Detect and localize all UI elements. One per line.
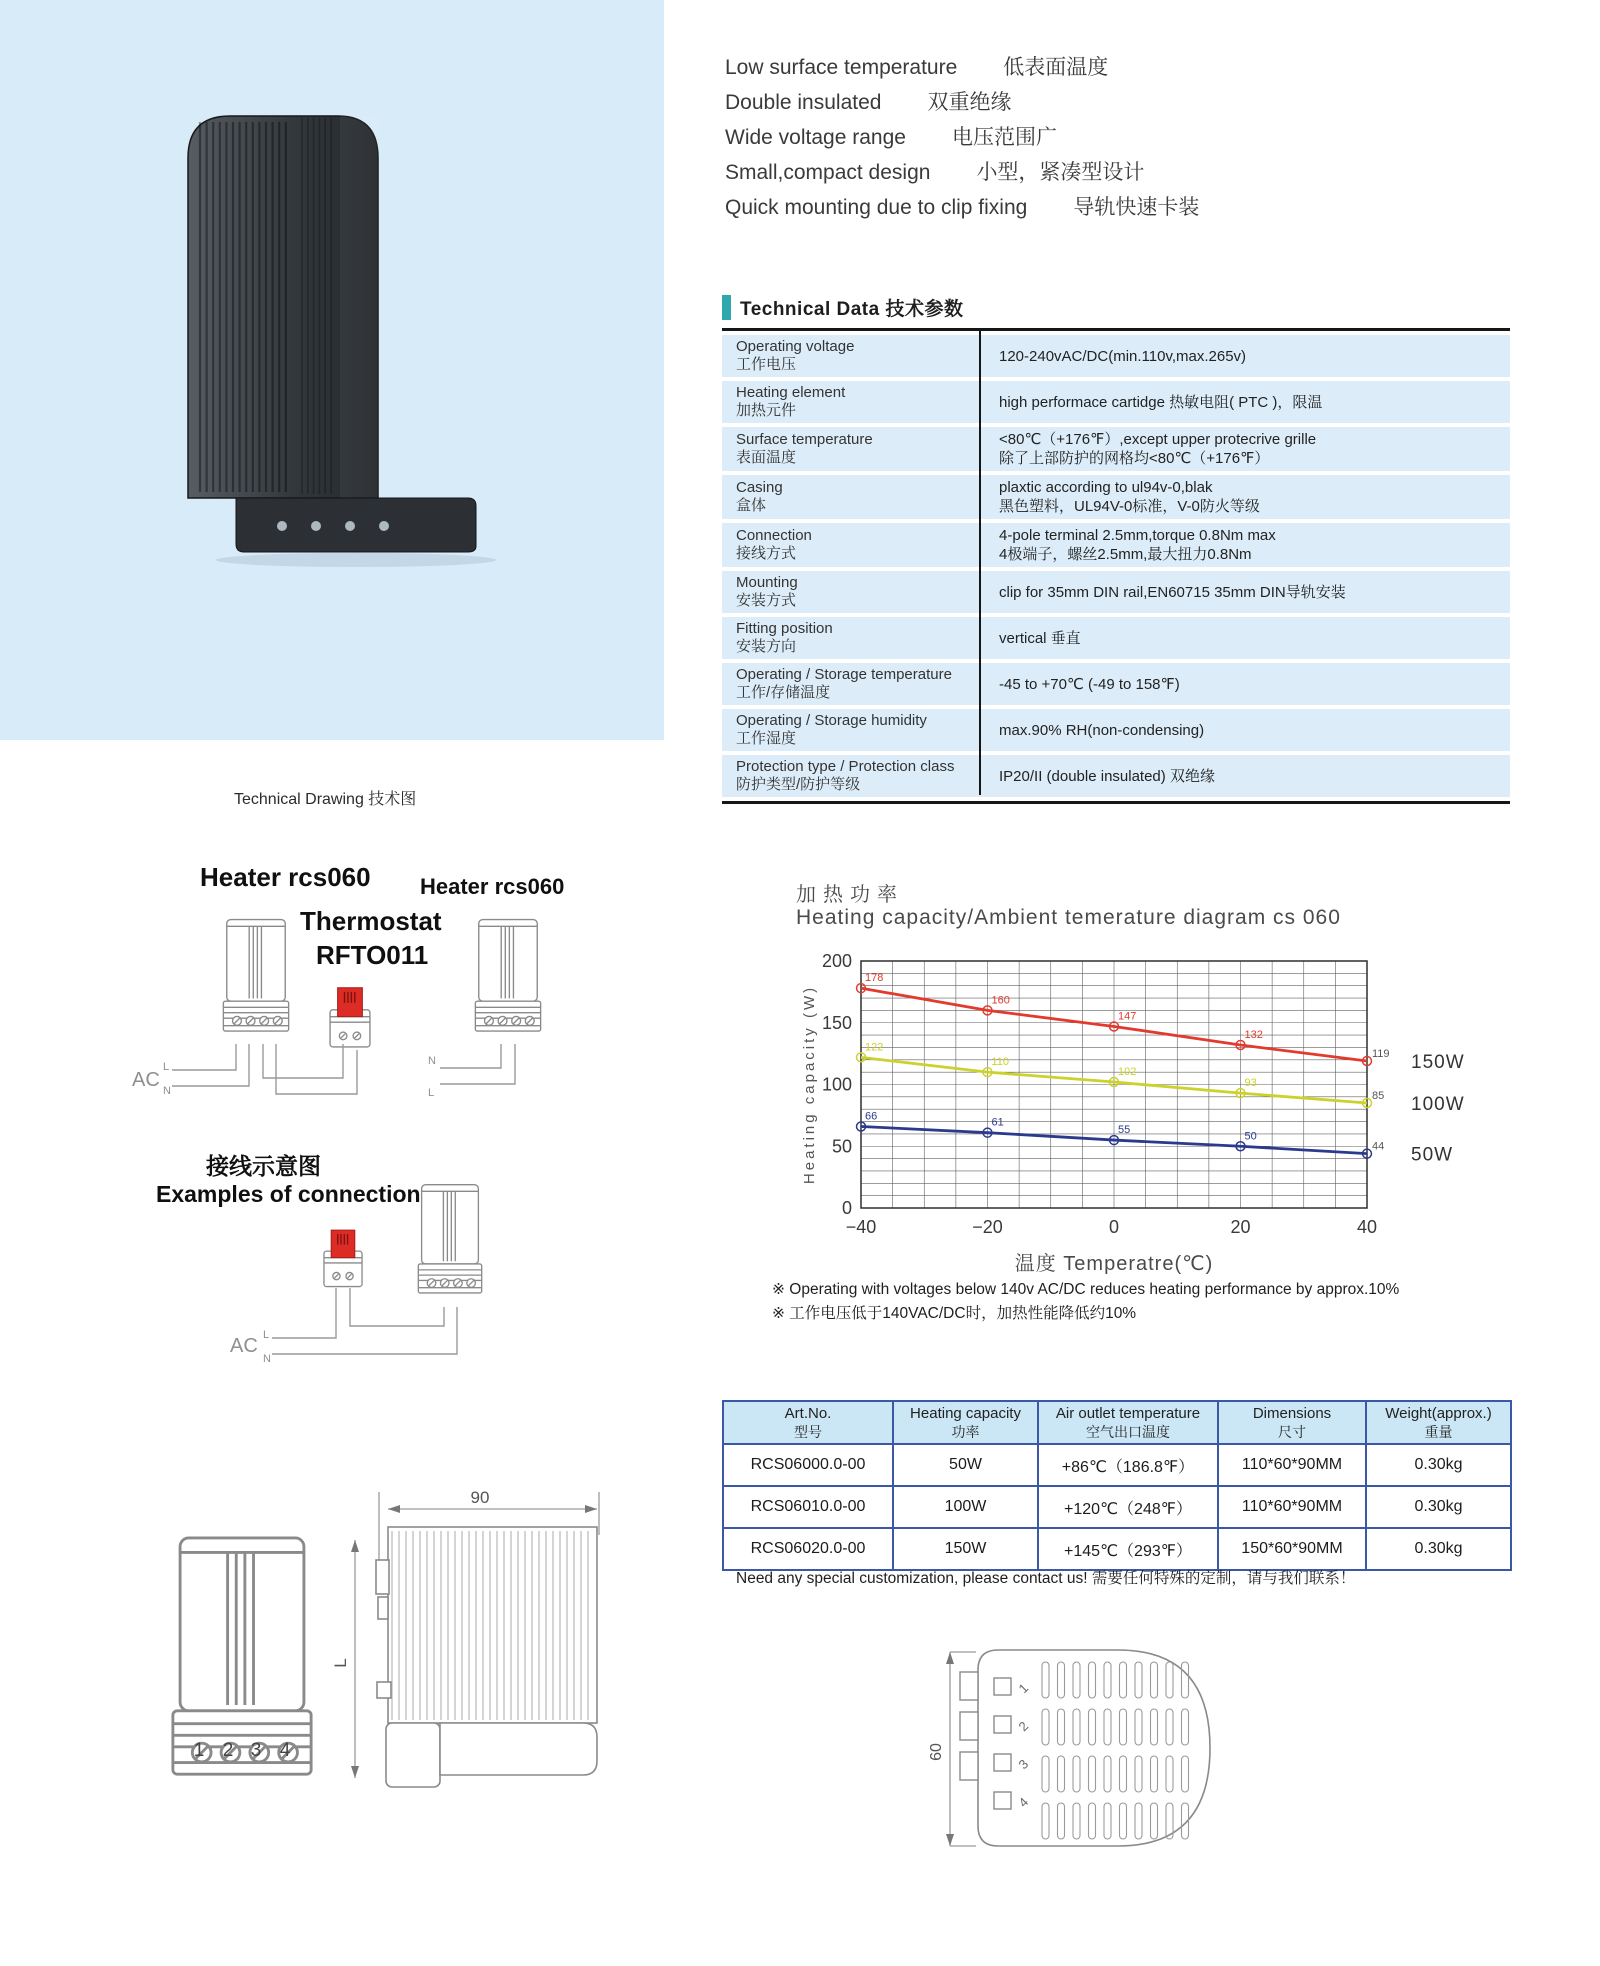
heater-symbol-b	[475, 920, 540, 1032]
svg-text:20: 20	[1230, 1217, 1251, 1237]
order-table-header	[723, 1401, 1511, 1444]
technical-data-row	[722, 617, 1510, 659]
order-cell: 110*60*90MM	[1218, 1486, 1366, 1528]
parameter-cell	[722, 524, 979, 566]
feature-en: Double insulated	[725, 91, 882, 114]
order-table	[722, 1400, 1512, 1571]
thermostat-symbol-a	[330, 988, 370, 1047]
svg-text:0: 0	[841, 1198, 852, 1218]
parameter-line: 防护类型/防护等级	[736, 776, 861, 793]
series-50W	[857, 1110, 1385, 1158]
parameter-line: Heating element	[736, 384, 846, 401]
order-cell: +145℃（293℉）	[1038, 1528, 1218, 1570]
parameter-line: Surface temperature	[736, 431, 873, 448]
svg-text:2: 2	[1015, 1718, 1032, 1735]
legend-150W: 150W	[1411, 1052, 1465, 1074]
technical-data-header	[722, 294, 1510, 324]
parameter-line: 工作电压	[736, 356, 797, 373]
value-line: 4-pole terminal 2.5mm,torque 0.8Nm max	[999, 527, 1276, 544]
order-cell: 110*60*90MM	[1218, 1444, 1366, 1486]
feature-zh: 导轨快速卡装	[1073, 196, 1200, 219]
feature-zh: 电压范围广	[951, 126, 1057, 149]
svg-text:160: 160	[991, 994, 1010, 1007]
parameter-line: 工作湿度	[736, 730, 797, 747]
feature-en: Low surface temperature	[725, 56, 958, 79]
heater-side-face	[340, 116, 378, 498]
feature-item	[725, 50, 1485, 85]
feature-en: Small,compact design	[725, 161, 931, 184]
table-divider	[979, 331, 981, 795]
value-cell	[979, 390, 1510, 415]
parameter-line: Operating / Storage humidity	[736, 712, 927, 729]
technical-data-row	[722, 571, 1510, 613]
accent-bar	[722, 295, 731, 320]
svg-text:100: 100	[821, 1074, 852, 1095]
header-en: Art.No.	[784, 1405, 832, 1422]
technical-data-row	[722, 709, 1510, 751]
technical-data-row	[722, 427, 1510, 471]
feature-zh: 双重绝缘	[927, 91, 1012, 114]
svg-text:−40: −40	[845, 1217, 877, 1237]
order-table-row	[723, 1444, 1511, 1486]
x-tick-labels	[846, 1217, 1377, 1237]
order-header-cell	[1218, 1401, 1366, 1444]
legend-100W: 100W	[1411, 1094, 1465, 1116]
svg-text:55: 55	[1118, 1124, 1131, 1137]
parameter-line: Connection	[736, 527, 812, 544]
y-axis-title: Heating capacity (W)	[801, 984, 818, 1185]
feature-item	[725, 85, 1485, 120]
technical-data-row	[722, 523, 1510, 567]
line-n-label-b: N	[428, 1055, 436, 1067]
order-table-body	[723, 1444, 1511, 1570]
svg-text:2: 2	[222, 1740, 234, 1761]
side-view-body	[376, 1527, 597, 1787]
value-cell	[979, 626, 1510, 651]
value-cell	[979, 475, 1510, 519]
svg-text:4: 4	[279, 1740, 291, 1761]
order-cell: RCS06010.0-00	[723, 1486, 893, 1528]
line-l-label-c: L	[263, 1329, 270, 1341]
heater-symbol-a	[223, 920, 288, 1032]
heater-symbol-c	[418, 1185, 481, 1293]
value-line: high performace cartidge 热敏电阻( PTC )，限温	[999, 393, 1323, 411]
value-line: -45 to +70℃ (-49 to 158℉)	[999, 675, 1180, 693]
feature-item	[725, 155, 1485, 190]
chart-notes	[772, 1278, 1399, 1326]
technical-data-row	[722, 381, 1510, 423]
parameter-line: 工作/存储温度	[736, 684, 831, 701]
line-l-label-a: L	[163, 1061, 170, 1073]
heater-base	[236, 498, 476, 552]
order-cell: RCS06020.0-00	[723, 1528, 893, 1570]
parameter-cell	[722, 617, 979, 659]
value-line: plaxtic according to ul94v-0,blak	[999, 479, 1213, 496]
value-line: clip for 35mm DIN rail,EN60715 35mm DIN导轨安装	[999, 583, 1346, 601]
order-cell: 150*60*90MM	[1218, 1528, 1366, 1570]
order-header-cell	[1366, 1401, 1511, 1444]
order-table-row	[723, 1486, 1511, 1528]
technical-data-row	[722, 475, 1510, 519]
svg-text:110: 110	[991, 1056, 1010, 1069]
value-line: 除了上部防护的网格均<80℃（+176℉）	[999, 450, 1270, 467]
svg-text:4: 4	[1015, 1794, 1032, 1811]
svg-text:119: 119	[1372, 1048, 1390, 1061]
parameter-line: 盒体	[736, 497, 767, 514]
technical-data-row	[722, 335, 1510, 377]
legend-50W: 50W	[1411, 1144, 1454, 1166]
parameter-line: 加热元件	[736, 402, 797, 419]
product-photo	[170, 100, 500, 570]
feature-item	[725, 190, 1485, 225]
parameter-line: 安装方向	[736, 638, 797, 655]
feature-en: Quick mounting due to clip fixing	[725, 196, 1028, 219]
value-cell	[979, 523, 1510, 567]
value-cell	[979, 427, 1510, 471]
dim-length-label: L	[331, 1658, 350, 1668]
header-en: Dimensions	[1252, 1405, 1332, 1422]
svg-text:178: 178	[865, 972, 884, 985]
svg-text:−20: −20	[972, 1217, 1003, 1237]
dim-width-label: 90	[470, 1488, 490, 1507]
parameter-line: Operating voltage	[736, 338, 855, 355]
parameter-cell	[722, 709, 979, 751]
technical-data-table	[722, 328, 1510, 804]
order-table-row	[723, 1528, 1511, 1570]
svg-text:132: 132	[1244, 1028, 1263, 1041]
header-zh: 重量	[1424, 1424, 1453, 1440]
svg-text:66: 66	[865, 1110, 878, 1123]
svg-text:44: 44	[1372, 1140, 1385, 1153]
parameter-cell	[722, 428, 979, 470]
parameter-line: Mounting	[736, 574, 798, 591]
chart-note: ※ Operating with voltages below 140v AC/DC reduces heating performance by approx.10%	[772, 1281, 1400, 1298]
line-l-label-b: L	[428, 1087, 435, 1099]
parameter-line: 表面温度	[736, 449, 797, 466]
order-cell: RCS06000.0-00	[723, 1444, 893, 1486]
technical-drawing-label: Technical Drawing 技术图	[234, 791, 417, 808]
parameter-cell	[722, 476, 979, 518]
svg-text:1: 1	[193, 1740, 205, 1761]
feature-zh: 小型，紧凑型设计	[976, 161, 1145, 184]
y-tick-labels	[822, 951, 852, 1218]
order-cell: 0.30kg	[1366, 1444, 1511, 1486]
technical-data-row	[722, 663, 1510, 705]
chart-title-en: Heating capacity/Ambient temerature diagram cs 060	[796, 906, 1341, 929]
value-line: max.90% RH(non-condensing)	[999, 721, 1205, 739]
ac-label-2: AC	[230, 1335, 258, 1357]
header-zh: 尺寸	[1278, 1424, 1306, 1440]
parameter-line: Casing	[736, 479, 783, 496]
order-cell: 0.30kg	[1366, 1528, 1511, 1570]
feature-en: Wide voltage range	[725, 126, 906, 149]
value-line: IP20/II (double insulated) 双绝缘	[999, 767, 1215, 785]
header-en: Heating capacity	[910, 1405, 1021, 1422]
dimension-drawings	[130, 1480, 640, 1910]
order-header-cell	[723, 1401, 893, 1444]
order-cell: 100W	[893, 1486, 1038, 1528]
parameter-line: Protection type / Protection class	[736, 758, 955, 775]
parameter-line: Fitting position	[736, 620, 833, 637]
svg-text:147: 147	[1118, 1010, 1137, 1023]
thermostat-model: RFTO011	[316, 940, 429, 970]
header-en: Air outlet temperature	[1055, 1405, 1201, 1422]
value-cell	[979, 718, 1510, 743]
parameter-line: 接线方式	[736, 545, 797, 562]
svg-text:3: 3	[250, 1740, 262, 1761]
ac-label: AC	[132, 1069, 160, 1091]
front-view	[173, 1538, 311, 1774]
svg-text:40: 40	[1356, 1217, 1378, 1237]
wiring-lines-b	[440, 1044, 515, 1084]
chart-grid	[861, 961, 1367, 1208]
value-line: 黑色塑料，UL94V-0标准，V-0防火等级	[999, 498, 1260, 515]
top-view-body	[978, 1650, 1210, 1846]
order-cell: +86℃（186.8℉）	[1038, 1444, 1218, 1486]
order-cell: +120℃（248℉）	[1038, 1486, 1218, 1528]
line-n-label-a: N	[163, 1085, 171, 1097]
svg-text:150: 150	[821, 1012, 852, 1033]
parameter-cell	[722, 571, 979, 613]
svg-text:50: 50	[831, 1136, 852, 1157]
technical-data-title: Technical Data 技术参数	[740, 299, 964, 320]
customization-note: Need any special customization, please contact us! 需要任何特殊的定制，请与我们联系！	[736, 1570, 1356, 1587]
dim-depth-label: 60	[928, 1743, 945, 1761]
value-cell	[979, 672, 1510, 697]
svg-text:1: 1	[1015, 1680, 1032, 1697]
chart-note: ※ 工作电压低于140VAC/DC时，加热性能降低约10%	[772, 1305, 1137, 1322]
header-zh: 型号	[794, 1424, 822, 1440]
svg-text:93: 93	[1244, 1077, 1257, 1090]
value-line: <80℃（+176℉）,except upper protecrive grille	[999, 431, 1317, 448]
wiring-diagrams	[120, 858, 620, 1383]
top-view-drawing	[920, 1630, 1240, 1865]
order-header-cell	[893, 1401, 1038, 1444]
svg-text:3: 3	[1015, 1756, 1032, 1773]
order-header-cell	[1038, 1401, 1218, 1444]
feature-zh: 低表面温度	[1003, 56, 1109, 79]
parameter-cell	[722, 335, 979, 377]
value-cell	[979, 764, 1510, 789]
svg-text:0: 0	[1108, 1217, 1120, 1237]
value-cell	[979, 344, 1510, 369]
parameter-cell	[722, 755, 979, 797]
technical-data-row	[722, 755, 1510, 797]
value-line: 120-240vAC/DC(min.110v,max.265v)	[999, 347, 1247, 365]
chart-title-zh: 加热功率	[796, 884, 904, 906]
feature-item	[725, 120, 1485, 155]
header-zh: 功率	[951, 1424, 980, 1440]
parameter-cell	[722, 381, 979, 423]
heater-label-2: Heater rcs060	[420, 874, 565, 899]
svg-text:200: 200	[821, 951, 852, 971]
value-line: 4极端子，螺丝2.5mm,最大扭力0.8Nm	[999, 546, 1252, 563]
svg-text:85: 85	[1372, 1090, 1385, 1103]
parameter-line: Operating / Storage temperature	[736, 666, 952, 683]
order-table-wrap	[722, 1400, 1512, 1571]
parameter-cell	[722, 663, 979, 705]
header-en: Weight(approx.)	[1385, 1405, 1492, 1422]
header-zh: 空气出口温度	[1086, 1424, 1170, 1440]
series-100W	[857, 1041, 1385, 1107]
photo-shadow	[216, 553, 496, 567]
connection-title-en: Examples of connection	[156, 1181, 421, 1207]
value-line: vertical 垂直	[999, 629, 1081, 647]
feature-list	[725, 50, 1485, 225]
x-axis-title: 温度 Temperatre(℃)	[1014, 1253, 1214, 1275]
svg-text:61: 61	[991, 1116, 1004, 1129]
connection-title-zh: 接线示意图	[206, 1153, 321, 1179]
svg-text:122: 122	[865, 1041, 884, 1054]
wiring-lines-c	[272, 1288, 457, 1354]
svg-text:102: 102	[1118, 1066, 1137, 1079]
thermostat-symbol-c	[324, 1230, 362, 1286]
series-150W	[857, 972, 1390, 1065]
order-cell: 50W	[893, 1444, 1038, 1486]
heater-label-1: Heater rcs060	[200, 862, 371, 892]
wiring-lines-a	[172, 1044, 357, 1094]
line-n-label-c: N	[263, 1353, 271, 1365]
value-cell	[979, 580, 1510, 605]
svg-text:50: 50	[1244, 1130, 1257, 1143]
parameter-line: 安装方式	[736, 592, 797, 609]
order-cell: 150W	[893, 1528, 1038, 1570]
heating-capacity-chart	[780, 935, 1480, 1280]
thermostat-label: Thermostat	[300, 906, 442, 936]
order-cell: 0.30kg	[1366, 1486, 1511, 1528]
